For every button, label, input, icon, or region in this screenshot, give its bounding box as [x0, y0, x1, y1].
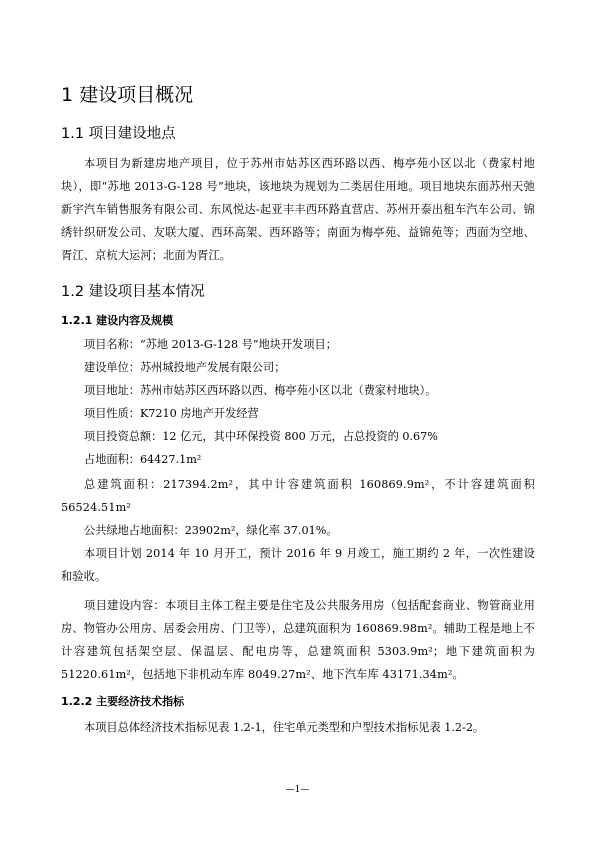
subsection-heading-content-scale: 1.2.1 建设内容及规模: [61, 314, 174, 327]
paragraph-location: 本项目为新建房地产项目，位于苏州市姑苏区西环路以西、梅亭苑小区以北（费家村地块），即“苏地 2013-G-128 号”地块，该地块为规划为二类居住用地。项目地块东面苏州天弛新宇汽车销售服务有限公司、东风悦达-起亚丰丰西环路直营店、苏州开泰出租车汽车公司、锦绣针织研发公司、友联大厦、西环高架、西环路等；南面为梅亭苑、益锦苑等；西面为空地、胥江、京杭大运河；北面为胥江。: [61, 157, 535, 262]
page-number: —1—: [285, 785, 310, 795]
section-heading-basic-info: 1.2 建设项目基本情况: [61, 284, 205, 300]
subsection-heading-indicators: 1.2.2 主要经济技术指标: [61, 695, 185, 708]
project-nature-line: 项目性质：K7210 房地产开发经营: [84, 407, 259, 420]
chapter-heading: 1 建设项目概况: [61, 84, 194, 106]
building-area-paragraph: 总建筑面积：217394.2m²，其中计容建筑面积 160869.9m²，不计容建筑面积 56524.51m²: [61, 478, 535, 514]
construction-content-paragraph: 项目建设内容：本项目主体工程主要是住宅及公共服务用房（包括配套商业、物管商业用房、物管办公用房、居委会用房、门卫等），总建筑面积为 160869.98m²。辅助工程是地上不计容建筑包括架空层、保温层、配电房等，总建筑面积 5303.9m²；地下建筑面积为 51220.61m²，包括地下非机动车库 8049.27m²、地下汽车库 43171.34m²。: [61, 599, 535, 681]
investment-line: 项目投资总额：12 亿元，其中环保投资 800 万元，占总投资的 0.67%: [84, 430, 438, 443]
schedule-paragraph: 本项目计划 2014 年 10 月开工，预计 2016 年 9 月竣工，施工期约 2 年，一次性建设和验收。: [61, 547, 535, 583]
project-name-line: 项目名称：“苏地 2013-G-128 号”地块开发项目；: [84, 338, 337, 351]
indicators-line: 本项目总体经济技术指标见表 1.2-1，住宅单元类型和户型技术指标见表 1.2-2。: [84, 721, 485, 734]
project-address-line: 项目地址：苏州市姑苏区西环路以西、梅亭苑小区以北（费家村地块）。: [84, 384, 437, 397]
section-heading-location: 1.1 项目建设地点: [61, 126, 176, 142]
land-area-line: 占地面积：64427.1m²: [84, 453, 202, 466]
green-area-line: 公共绿地占地面积：23902m²，绿化率 37.01%。: [84, 524, 338, 537]
construction-unit-line: 建设单位：苏州城投地产发展有限公司；: [84, 361, 286, 374]
